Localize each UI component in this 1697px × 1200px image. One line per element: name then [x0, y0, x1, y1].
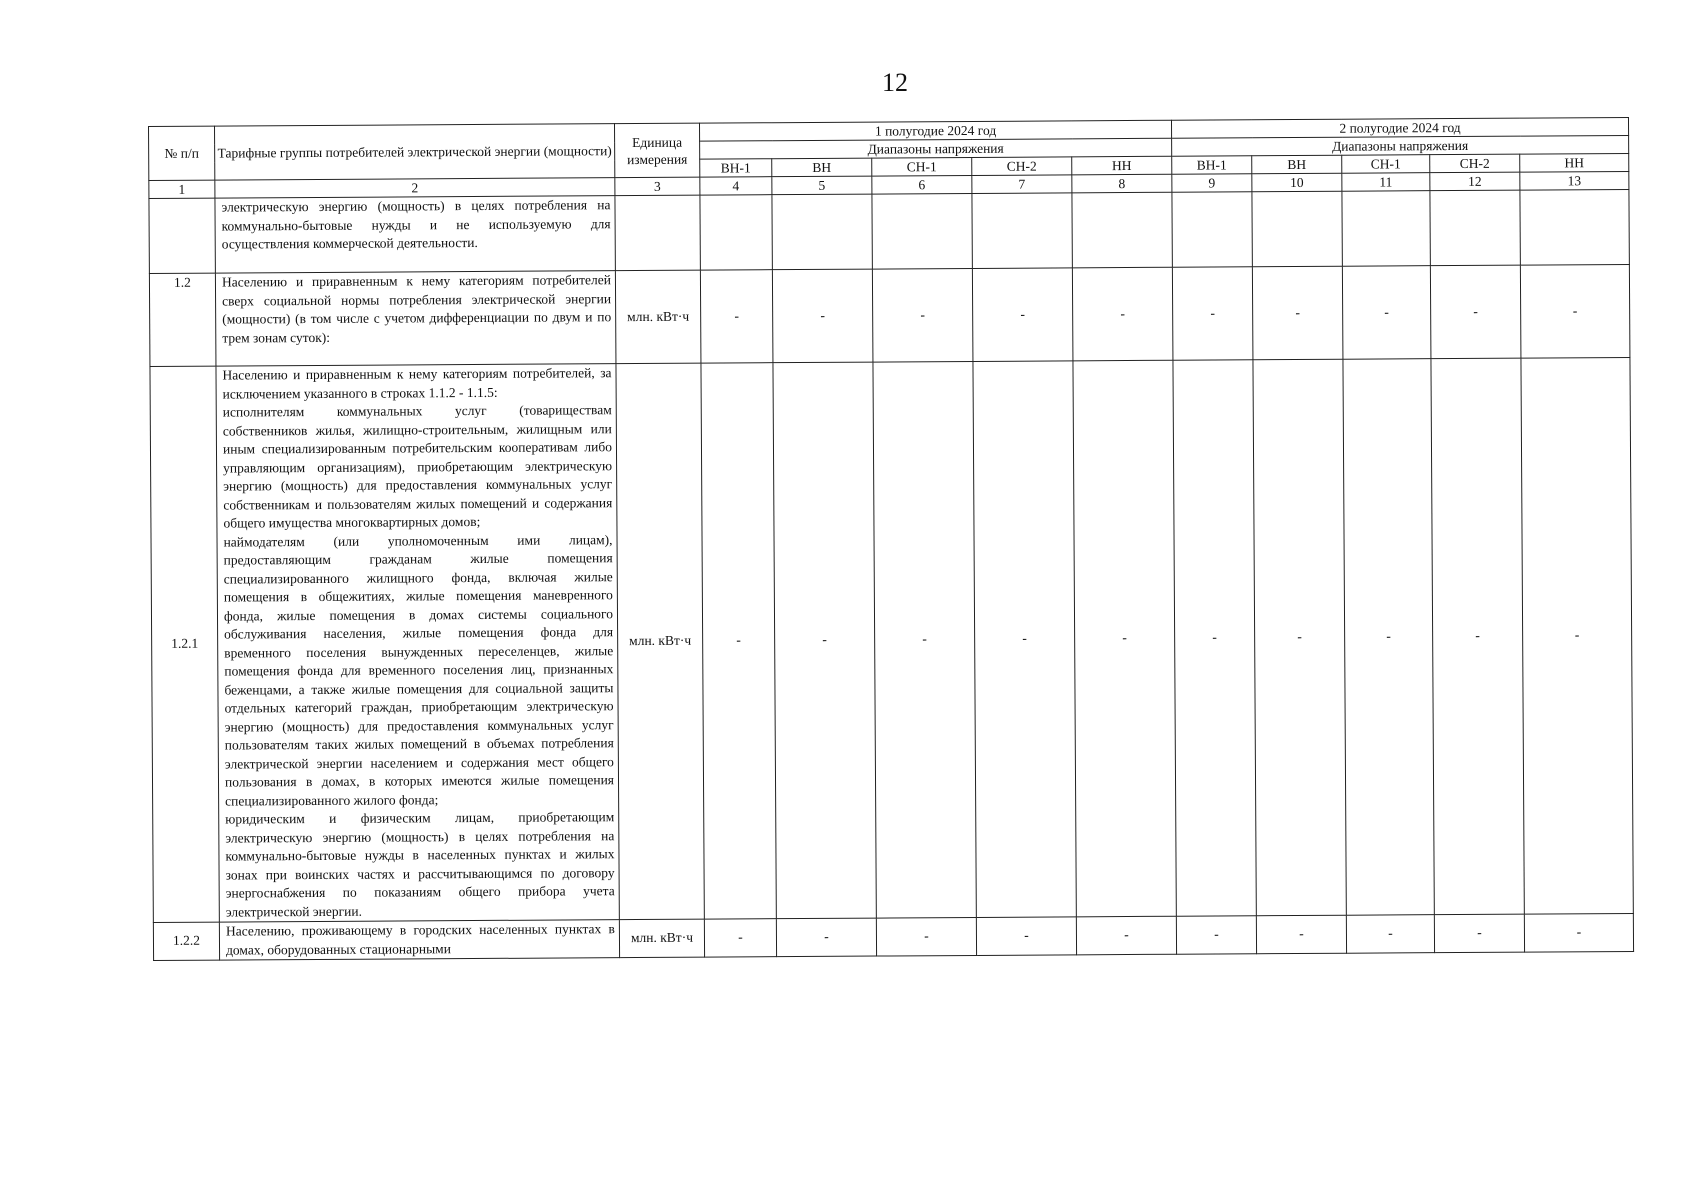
header-voltage-vn: ВН [772, 158, 872, 177]
value-cell: - [704, 919, 776, 957]
header-voltage-vn1: ВН-1 [700, 159, 772, 177]
row-unit: млн. кВт·ч [619, 919, 704, 958]
value-cell: - [776, 918, 876, 957]
value-cell [772, 194, 872, 270]
row-description-part: наймодателям (или уполномоченным ими лицам), предоставляющим гражданам жилые помещения специализированного жилищного фонда, включая жилые помещения в общежитиях, жилые помещения маневренного фонда, жилые помещения в домах системы социального обслуживания населения, жилые помещения фонда для временного поселения вынужденных переселенцев, жилые помещения фонда для временного поселения лиц, признанных беженцами, а также жилые помещения для социальной защиты отдельных категорий граждан, приобретающим электрическую энергию (мощность) для предоставления коммунальных услуг пользователям таких жилых помещений в объемах потребления электрической энергии населением и содержания мест общего пользования в домах, в которых имеются жилые помещения специализированного жилого фонда; [223, 531, 615, 809]
table-row [150, 357, 1633, 922]
header-voltage-sn1: СН-1 [872, 157, 972, 176]
header-voltage-nn: НН [1072, 156, 1172, 175]
header-half1-voltage-ranges: Диапазоны напряжения [700, 138, 1172, 159]
column-number: 4 [700, 177, 772, 195]
value-cell: - [1172, 267, 1253, 360]
value-cell: - [772, 269, 873, 363]
row-number: 1.2 [149, 273, 216, 366]
value-cell: - [876, 917, 976, 956]
value-cell [1252, 191, 1342, 267]
row-description: Населению, проживающему в городских населенных пунктах в домах, оборудованных стационарными [219, 920, 619, 960]
header-unit: Единица измерения [614, 123, 699, 178]
value-cell: - [1343, 359, 1434, 916]
table-row [149, 189, 1629, 273]
value-cell: - [1430, 265, 1521, 359]
value-cell [1520, 189, 1629, 265]
row-number: 1.2.1 [150, 366, 219, 922]
value-cell: - [1256, 915, 1346, 954]
column-number: 2 [215, 178, 615, 198]
value-cell: - [1173, 360, 1256, 916]
column-number: 3 [615, 177, 700, 196]
header-tariff-groups: Тарифные группы потребителей электрической энергии (мощности) [215, 124, 615, 180]
row-description [216, 364, 619, 922]
column-number: 13 [1520, 171, 1629, 190]
column-number: 1 [149, 180, 215, 198]
value-cell [1342, 191, 1430, 267]
column-number: 5 [772, 176, 872, 195]
value-cell: - [701, 363, 776, 919]
value-cell: - [1076, 916, 1176, 955]
value-cell [1430, 190, 1520, 266]
value-cell [1072, 192, 1172, 268]
header-half2-voltage-ranges: Диапазоны напряжения [1172, 135, 1629, 156]
column-number: 9 [1172, 174, 1252, 192]
value-cell: - [1252, 266, 1343, 360]
row-description-part: юридическим и физическим лицам, приобретающим электрическую энергию (мощность) в целях потребления на коммунально-бытовые нужды в населенных пунктах и жилых зонах при воинских частях и рассчитывающимся по договору энергоснабжения по показаниям общего прибора учета электрической энергии. [225, 809, 615, 920]
value-cell: - [1072, 267, 1173, 361]
page-number: 12 [882, 68, 908, 97]
header-voltage-sn2: СН-2 [972, 157, 1072, 176]
row-description: Населению и приравненным к нему категориям потребителей сверх социальной нормы потребления электрической энергии (мощности) (в том числе с учетом дифференциации по двум и по трем зонам суток): [215, 271, 616, 366]
table-row [153, 913, 1633, 960]
header-half2: 2 полугодие 2024 год [1171, 117, 1628, 138]
header-voltage-vn: ВН [1252, 155, 1342, 174]
header-no: № п/п [149, 126, 215, 180]
value-cell: - [700, 270, 773, 363]
tariff-table [148, 117, 1634, 961]
value-cell: - [1176, 916, 1256, 954]
column-number: 8 [1072, 174, 1172, 193]
table-row [149, 264, 1630, 366]
value-cell: - [873, 361, 976, 918]
column-number: 6 [872, 175, 972, 194]
value-cell: - [1253, 359, 1346, 916]
value-cell: - [1524, 913, 1633, 952]
value-cell [972, 193, 1072, 269]
value-cell: - [1431, 358, 1524, 915]
row-description-part: исполнителям коммунальных услуг (товариществам собственников жилья, жилищно-строительным, жилищным или иным специализированным потребительским кооперативам либо управляющим организациям), приобретающим электрическую энергию (мощность) для предоставления коммунальных услуг собственникам и пользователям жилых помещений и содержания общего имущества многоквартирных домов; [222, 402, 613, 531]
row-number: 1.2.2 [153, 922, 219, 960]
value-cell: - [972, 268, 1073, 362]
table-header [149, 117, 1629, 198]
column-number: 10 [1252, 173, 1342, 192]
value-cell [700, 195, 772, 270]
value-cell: - [1073, 360, 1176, 917]
row-description-intro: Населению и приравненным к нему категориям потребителей, за исключением указанного в строках 1.1.2 - 1.1.5: [222, 365, 612, 402]
value-cell: - [1434, 914, 1524, 953]
value-cell: - [973, 361, 1076, 918]
value-cell: - [872, 268, 973, 362]
value-cell [872, 193, 972, 269]
row-unit [615, 195, 700, 271]
row-description: электрическую энергию (мощность) в целях потребления на коммунально-бытовые нужды и не используемую для осуществления коммерческой деятельности. [215, 196, 615, 273]
header-voltage-nn: НН [1520, 153, 1629, 172]
value-cell: - [976, 917, 1076, 956]
value-cell: - [1521, 357, 1633, 914]
header-voltage-sn2: СН-2 [1430, 154, 1520, 173]
value-cell: - [1346, 915, 1434, 954]
value-cell: - [1520, 264, 1630, 358]
value-cell: - [1342, 266, 1431, 360]
row-number [149, 198, 215, 273]
value-cell [1172, 192, 1252, 267]
header-half1: 1 полугодие 2024 год [699, 120, 1171, 141]
header-voltage-sn1: СН-1 [1342, 155, 1430, 174]
column-number: 12 [1430, 172, 1520, 191]
column-number: 11 [1342, 173, 1430, 192]
header-voltage-vn1: ВН-1 [1172, 156, 1252, 174]
row-unit: млн. кВт·ч [616, 363, 704, 920]
value-cell: - [773, 362, 876, 919]
column-number: 7 [972, 175, 1072, 194]
row-unit: млн. кВт·ч [615, 270, 701, 364]
